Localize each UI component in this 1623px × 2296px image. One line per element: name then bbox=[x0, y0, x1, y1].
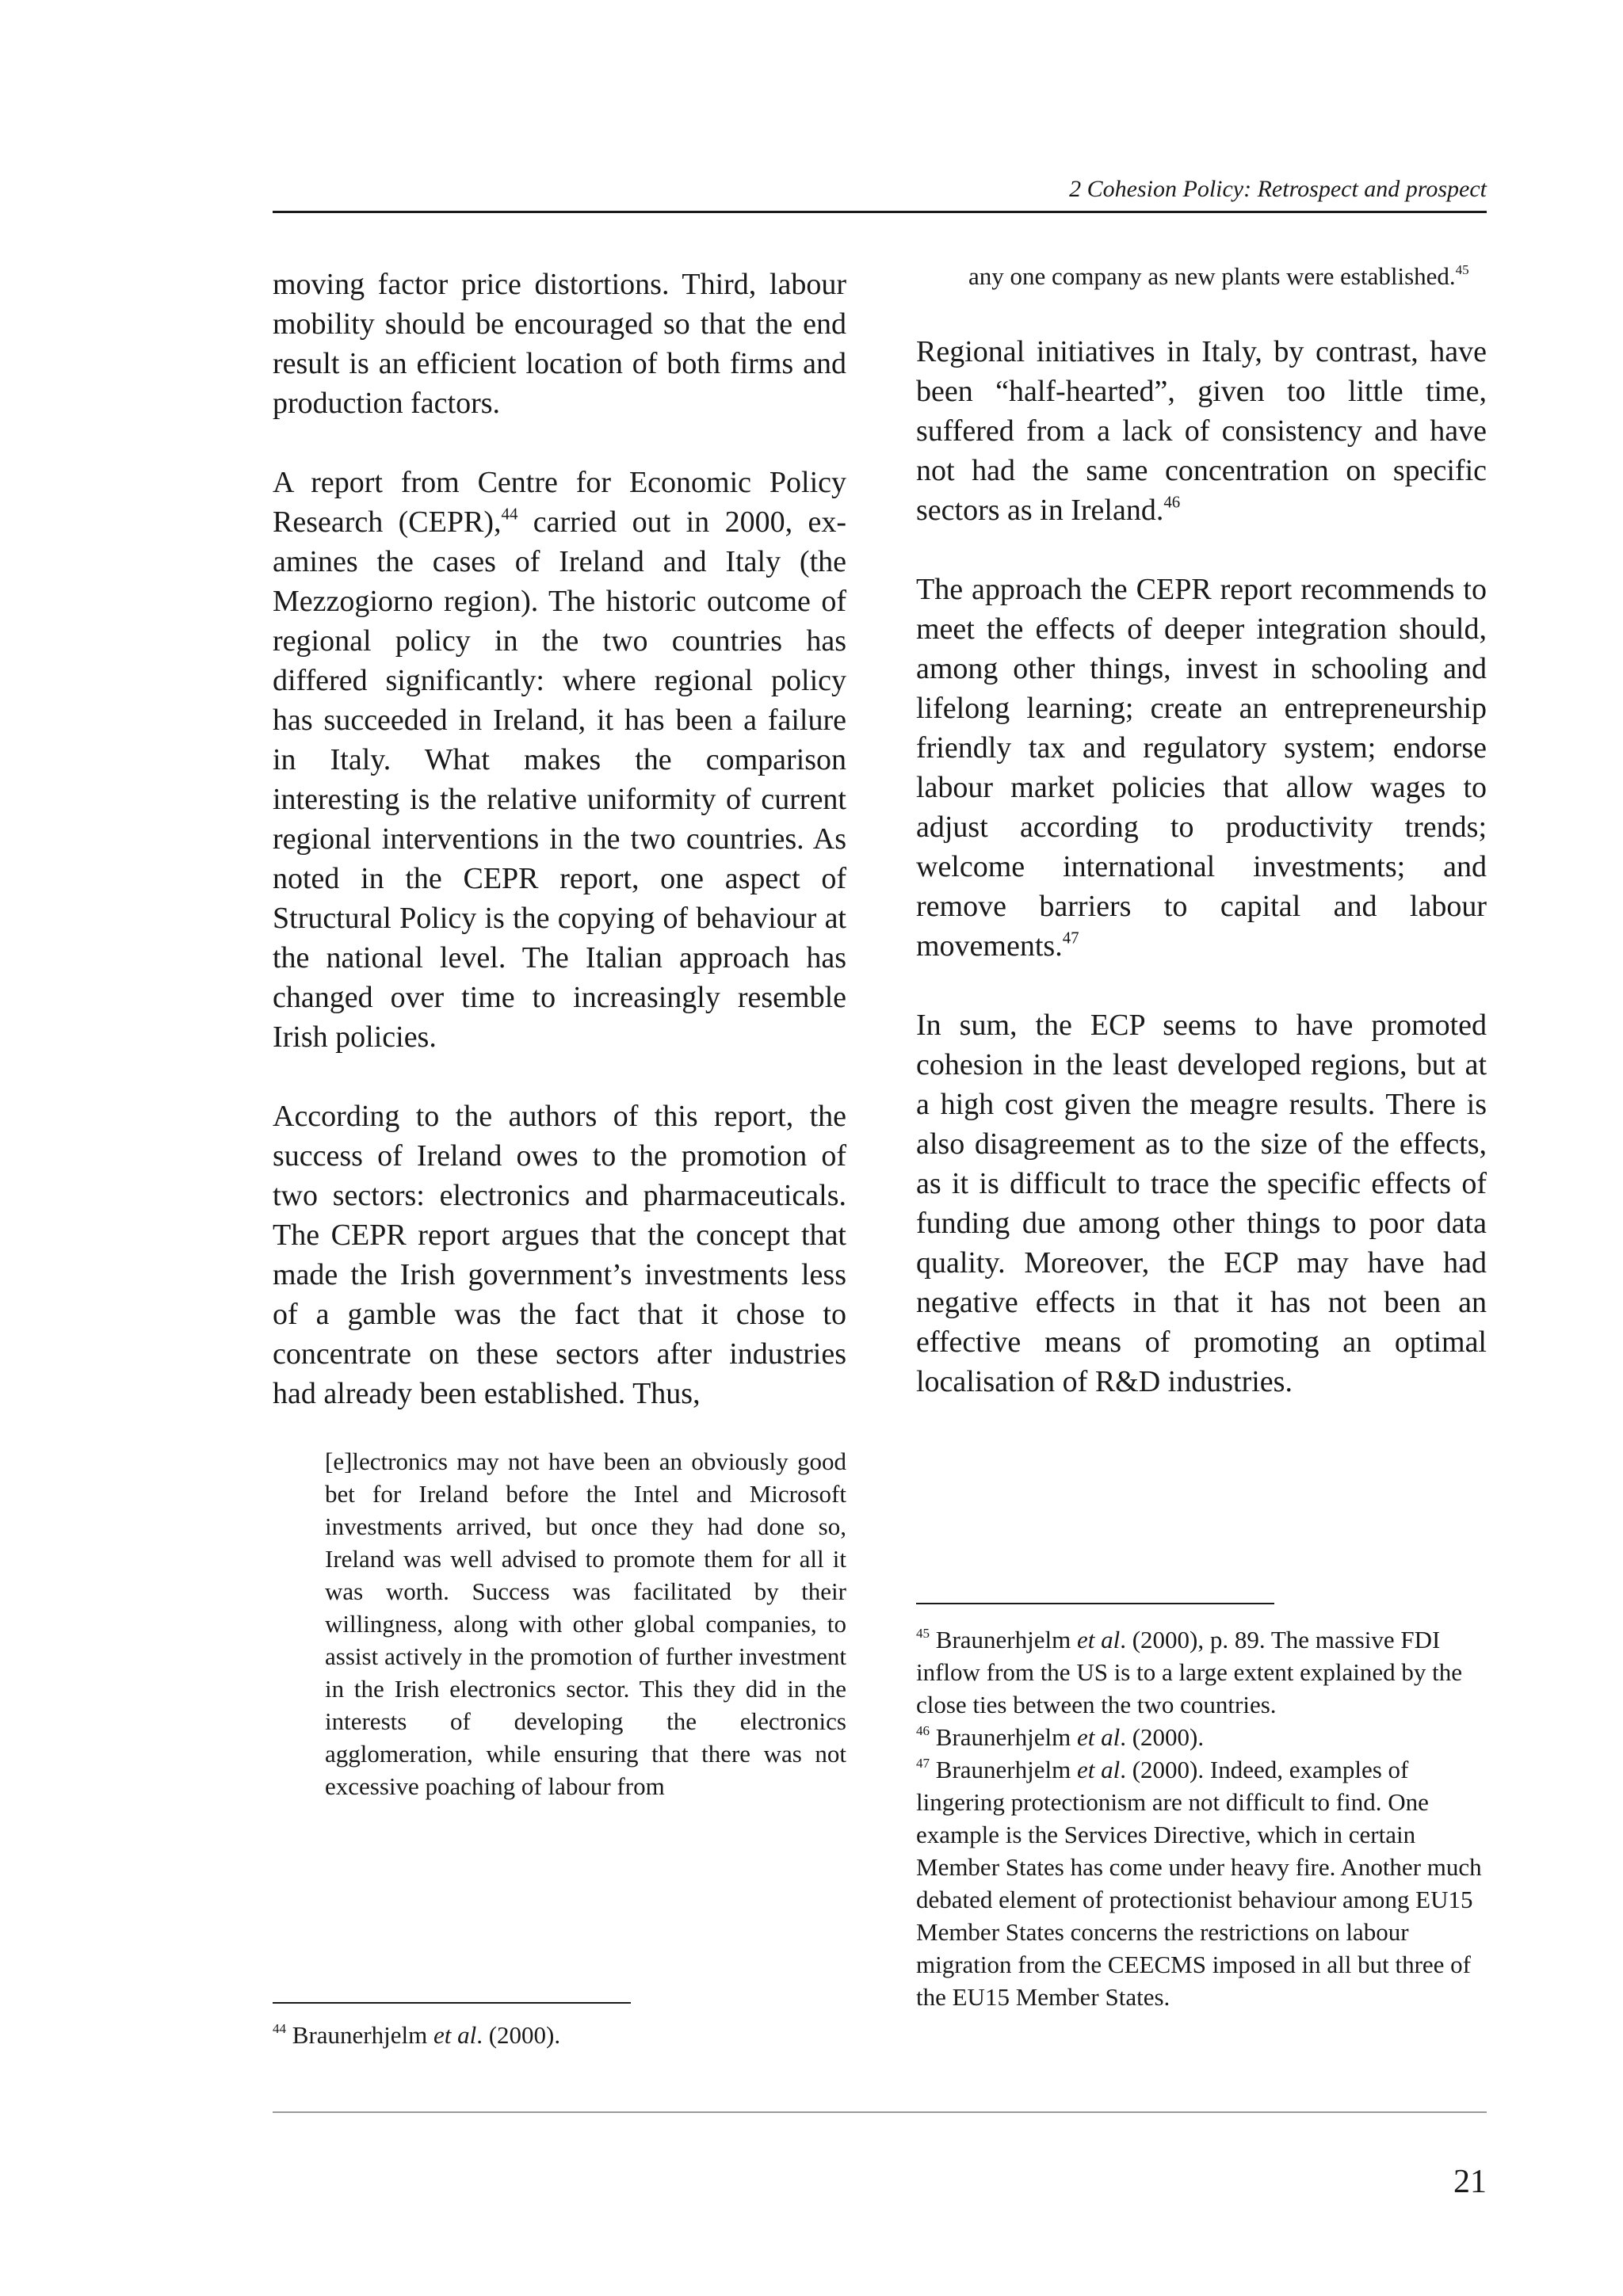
footnote-italic: et al bbox=[1076, 1723, 1121, 1751]
paragraph bbox=[273, 463, 846, 1057]
footnote-number: 47 bbox=[916, 1756, 930, 1772]
paragraph-text: carried out in 2000, examines the cases of Ireland and Italy (the Mezzogiorno region). The historic outcome of regional policy in the two countries has differed significantly: where regional policy has succeeded in Ireland, it has been a failure in Italy. What makes the comparison interesting is the relative uniformity of current regional interventions in the two countries. As noted in the CEPR report, one aspect of Structural Policy is the copying of behaviour at the national level. The Italian approach has changed over time to increasingly resemble Irish policies. bbox=[273, 505, 846, 1054]
paragraph-text: Regional initiatives in Italy, by contrast, have been “half-hearted”, given too little time, suffered from a lack of consistency and have not had the same concentration on specific sectors as in Ireland. bbox=[916, 335, 1487, 527]
footnote-italic: et al bbox=[1076, 1626, 1121, 1653]
footnote-text: Braunerhjelm bbox=[930, 1756, 1077, 1783]
footnote-rule bbox=[273, 2002, 631, 2004]
footnote-45 bbox=[916, 1623, 1487, 1721]
running-header: 2 Cohesion Policy: Retrospect and prospect bbox=[1069, 176, 1487, 202]
footnote-47 bbox=[916, 1753, 1487, 2013]
page-number: 21 bbox=[1453, 2164, 1487, 2200]
footnote-46 bbox=[916, 1721, 1487, 1753]
footnote-ref: 44 bbox=[501, 504, 518, 524]
footnote-number: 45 bbox=[916, 1626, 930, 1642]
footnote-text: Braunerhjelm bbox=[930, 1723, 1077, 1751]
footnote-ref: 45 bbox=[1455, 262, 1469, 278]
footnote-rule bbox=[916, 1603, 1274, 1604]
paragraph bbox=[916, 570, 1487, 966]
footnotes-right bbox=[916, 1623, 1487, 2013]
footnote-text: Braunerhjelm bbox=[286, 2021, 433, 2049]
header-rule bbox=[273, 211, 1487, 213]
footnote-italic: et al bbox=[1076, 1756, 1121, 1783]
footnote-text: . (2000). bbox=[1120, 1723, 1205, 1751]
footnote-number: 46 bbox=[916, 1723, 930, 1739]
block-quote-continued bbox=[968, 260, 1487, 292]
paragraph-text: A report from Centre for Economic Policy Research (CEPR), bbox=[273, 466, 846, 539]
paragraph bbox=[916, 332, 1487, 530]
footnote-number: 44 bbox=[273, 2021, 287, 2037]
paragraph: In sum, the ECP seems to have promoted cohesion in the least developed regions, but at a high cost given the meagre results. There is also disagreement as to the size of the effects, as it is difficult to trace the specific effects of funding due among other things to poor data quality. Moreover, the ECP may have had negative effects in that it has not been an effective means of promoting an optimal localisation of R&D industries. bbox=[916, 1009, 1487, 1398]
footnote-44 bbox=[273, 2019, 846, 2051]
footer-rule bbox=[273, 2111, 1487, 2113]
block-quote: [e]lectronics may not have been an obviously good bet for Ireland before the Intel and Microsoft investments arrived, but once they had done so, Ireland was well advised to promote them for all it was worth. Success was facilitated by their willingness, along with other global companies, to assist actively in the promotion of further investment in the Irish electronics sector. This they did in the interests of developing the electronics agglomeration, while ensuring that there was not excessive poaching of labour from bbox=[325, 1447, 846, 1800]
quote-text: any one company as new plants were established. bbox=[968, 262, 1456, 290]
footnotes-left bbox=[273, 2019, 846, 2051]
footnote-italic: et al bbox=[433, 2021, 477, 2049]
footnote-text: . (2000). bbox=[476, 2021, 561, 2049]
left-column bbox=[273, 265, 846, 1802]
paragraph-text: The approach the CEPR report recommends to meet the effects of deeper integration should, among other things, invest in schooling and lifelong learning; create an entrepreneurship friendly tax and regulatory system; endorse labour market policies that allow wages to adjust according to productivity trends; welcome international investments; and remove barriers to capital and labour movements. bbox=[916, 573, 1487, 963]
footnote-text: . (2000), p. 89. The massive FDI inflow from the US is to a large extent explained by the close ties between the two countries. bbox=[916, 1626, 1463, 1718]
footnote-ref: 46 bbox=[1163, 492, 1181, 512]
paragraph: According to the authors of this report, the success of Ireland owes to the promotion of two sectors: electronics and pharmaceuticals. The CEPR report argues that the concept that made the Irish government’s investments less of a gamble was the fact that it chose to concentrate on these sectors after industries had already been established. Thus, bbox=[273, 1100, 846, 1410]
paragraph: moving factor price distortions. Third, labour mobility should be encouraged so that the end result is an efficient location of both firms and production factors. bbox=[273, 268, 846, 420]
footnote-text: Braunerhjelm bbox=[930, 1626, 1077, 1653]
right-column bbox=[916, 262, 1487, 1441]
footnote-ref: 47 bbox=[1062, 928, 1079, 948]
footnote-text: . (2000). Indeed, examples of lingering protectionism are not difficult to find. One example is the Services Directive, which in certain Member States has come under heavy fire. Another much debated element of protectionist behaviour among EU15 Member States concerns the restrictions on labour migration from the CEECMS imposed in all but three of the EU15 Member States. bbox=[916, 1756, 1482, 2011]
